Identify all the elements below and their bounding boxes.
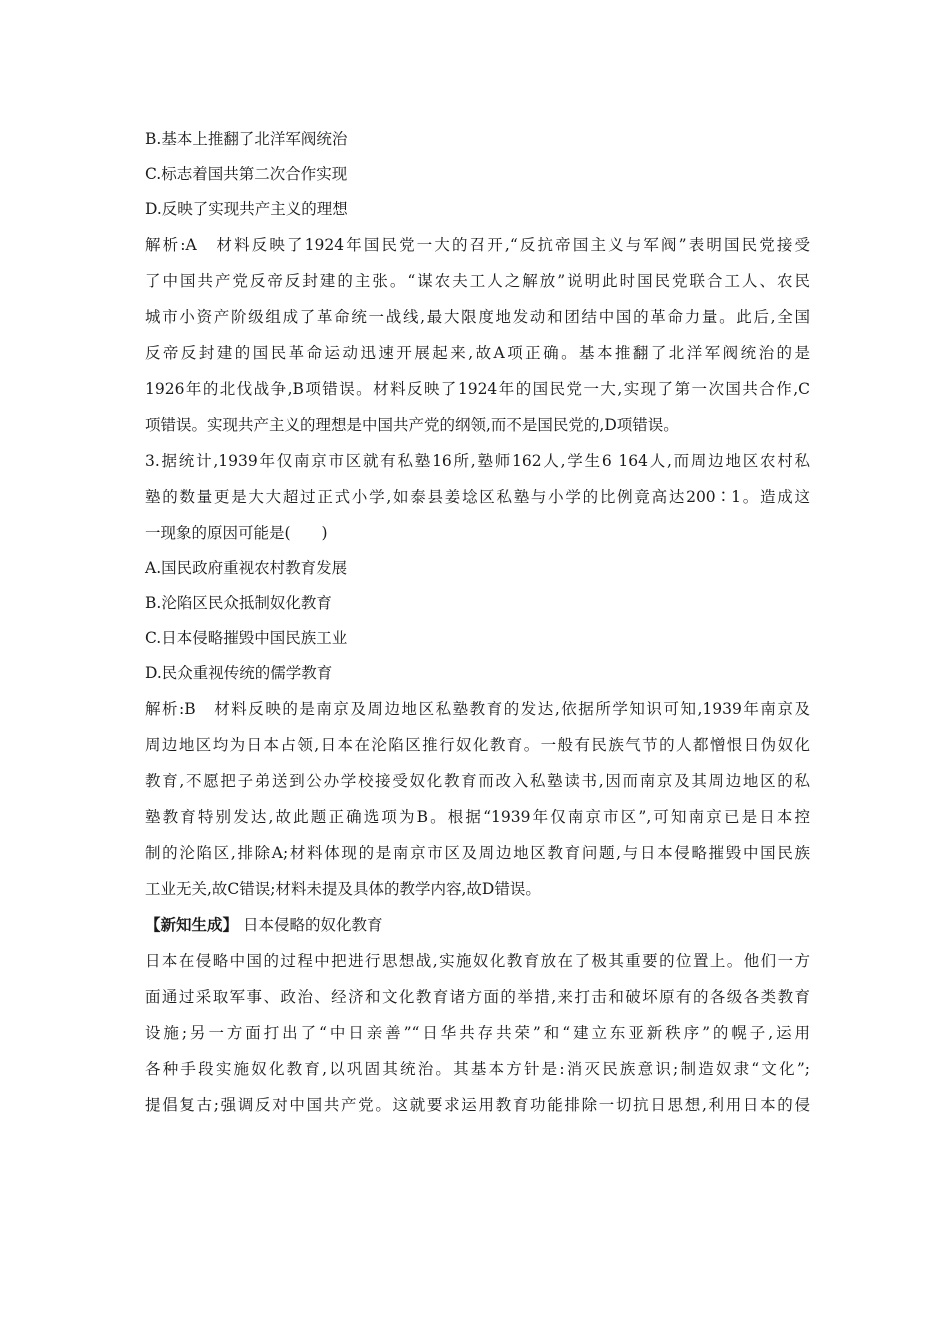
knowledge-tag: 【新知生成】 [145,915,239,934]
q3-stem [145,443,810,551]
q2-analysis-line: 1926年的北伐战争,B项错误。材料反映了1924年的国民党一大,实现了第一次国共合作,C [145,380,810,398]
q3-stem-line: 3.据统计,1939年仅南京市区就有私塾16所,塾师162人,学生6 164人,而周边地区农村私 [145,452,810,470]
knowledge-line: 日本在侵略中国的过程中把进行思想战,实施奴化教育放在了极其重要的位置上。他们一方 [145,952,810,970]
q2-option-b: B.基本上推翻了北洋军阀统治 [145,130,348,148]
q2-analysis-line: 解析:A 材料反映了1924年国民党一大的召开,“反抗帝国主义与军阀”表明国民党接受 [145,236,810,254]
q3-option-d: D.民众重视传统的儒学教育 [145,664,333,682]
document-body [145,122,810,1123]
q2-analysis-line: 了中国共产党反帝反封建的主张。“谋农夫工人之解放”说明此时国民党联合工人、农民 [145,272,810,290]
knowledge-line: 提倡复古;强调反对中国共产党。这就要求运用教育功能排除一切抗日思想,利用日本的侵 [145,1096,810,1114]
knowledge-line: 设施;另一方面打出了“中日亲善”“日华共存共荣”和“建立东亚新秩序”的幌子,运用 [145,1024,810,1042]
q3-stem-line: 一现象的原因可能是( ) [145,524,328,542]
q3-option-c: C.日本侵略摧毁中国民族工业 [145,629,348,647]
q2-analysis-line: 反帝反封建的国民革命运动迅速开展起来,故A项正确。基本推翻了北洋军阀统治的是 [145,344,810,362]
q2-analysis [145,227,810,443]
q2-option-c: C.标志着国共第二次合作实现 [145,165,348,183]
knowledge-title: 日本侵略的奴化教育 [242,916,383,934]
q2-options [145,122,810,227]
q3-stem-line: 塾的数量更是大大超过正式小学,如泰县姜埝区私塾与小学的比例竟高达200∶1。造成这 [145,488,810,506]
q3-option-b: B.沦陷区民众抵制奴化教育 [145,594,332,612]
q3-analysis [145,691,810,907]
q3-analysis-line: 教育,不愿把子弟送到公办学校接受奴化教育而改入私塾读书,因而南京及其周边地区的私 [145,772,810,790]
knowledge-line: 各种手段实施奴化教育,以巩固其统治。其基本方针是:消灭民族意识;制造奴隶“文化”; [145,1060,810,1078]
knowledge-body [145,943,810,1123]
q2-analysis-line: 城市小资产阶级组成了革命统一战线,最大限度地发动和团结中国的革命力量。此后,全国 [145,308,810,326]
q3-analysis-line: 制的沦陷区,排除A;材料体现的是南京市区及周边地区教育问题,与日本侵略摧毁中国民族 [145,844,810,862]
q3-analysis-line: 周边地区均为日本占领,日本在沦陷区推行奴化教育。一般有民族气节的人都憎恨日伪奴化 [145,736,810,754]
q3-options [145,551,810,691]
knowledge-heading [145,907,810,943]
q3-analysis-line: 工业无关,故C错误;材料未提及具体的教学内容,故D错误。 [145,880,541,898]
q2-analysis-line: 项错误。实现共产主义的理想是中国共产党的纲领,而不是国民党的,D项错误。 [145,416,679,434]
q3-analysis-line: 解析:B 材料反映的是南京及周边地区私塾教育的发达,依据所学知识可知,1939年南京及 [145,700,810,718]
q2-option-d: D.反映了实现共产主义的理想 [145,200,348,218]
knowledge-line: 面通过采取军事、政治、经济和文化教育诸方面的举措,来打击和破坏原有的各级各类教育 [145,988,810,1006]
q3-analysis-line: 塾教育特别发达,故此题正确选项为B。根据“1939年仅南京市区”,可知南京已是日本控 [145,808,810,826]
q3-option-a: A.国民政府重视农村教育发展 [145,559,348,577]
